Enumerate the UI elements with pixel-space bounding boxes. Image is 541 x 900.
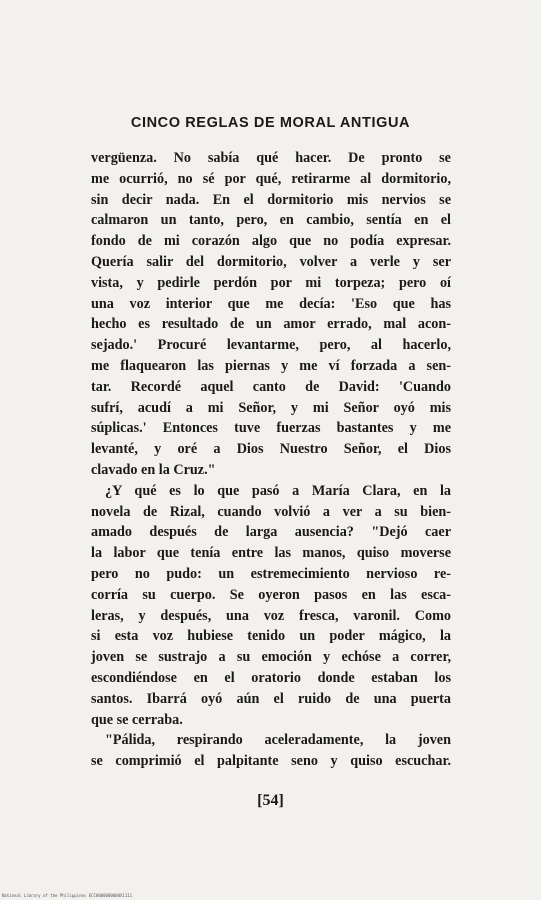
text-line: la labor que tenía entre las manos, quiso moverse (91, 545, 451, 562)
text-line: ¿Y qué es lo que pasó a María Clara, en la (105, 482, 451, 499)
text-line: corría su cuerpo. Se oyeron pasos en las esca- (91, 586, 451, 603)
text-line: levanté, y oré a Dios Nuestro Señor, el Dios (91, 441, 451, 458)
text-line: vista, y pedirle perdón por mi torpeza; pero oí (91, 274, 451, 291)
text-line: vergüenza. No sabía qué hacer. De pronto se (91, 150, 451, 166)
text-line: leras, y después, una voz fresca, varonil. Como (91, 607, 451, 624)
text-line: Quería salir del dormitorio, volver a verle y ser (91, 253, 451, 270)
text-line: pero no pudo: un estremecimiento nervioso re- (91, 565, 451, 582)
text-line: una voz interior que me decía: 'Eso que has (91, 295, 451, 312)
text-line: clavado en la Cruz." (91, 461, 216, 478)
text-line: súplicas.' Entonces tuve fuerzas bastantes y me (91, 420, 451, 437)
text-line: hecho es resultado de un amor errado, mal acon- (91, 316, 451, 333)
text-line: sufrí, acudí a mi Señor, y mi Señor oyó mis (91, 399, 451, 416)
text-line: amado después de larga ausencia? "Dejó caer (91, 524, 451, 541)
text-line: "Pálida, respirando aceleradamente, la joven (105, 732, 451, 749)
text-line: escondiéndose en el oratorio donde estaban los (91, 669, 451, 686)
text-line: joven se sustrajo a su emoción y echóse a correr, (91, 649, 451, 666)
text-line: santos. Ibarrá oyó aún el ruido de una puerta (91, 690, 451, 707)
text-line: calmaron un tanto, pero, en cambio, sentía en el (91, 212, 451, 229)
text-line: me ocurrió, no sé por qué, retirarme al dormitorio, (91, 170, 451, 187)
footer-stamp: National Library of the Philippines ECC0000000000X1111 (2, 893, 133, 898)
text-line: sin decir nada. En el dormitorio mis nervios se (91, 191, 451, 208)
text-line: novela de Rizal, cuando volvió a ver a su bien- (91, 503, 451, 520)
text-line: me flaquearon las piernas y me ví forzada a sen- (91, 357, 451, 374)
text-line: se comprimió el palpitante seno y quiso escuchar. (91, 753, 451, 770)
text-line: fondo de mi corazón algo que no podía expresar. (91, 233, 451, 250)
running-head: CINCO REGLAS DE MORAL ANTIGUA (130, 115, 411, 131)
text-line: sejado.' Procuré levantarme, pero, al hacerlo, (91, 337, 451, 354)
body-text (91, 148, 451, 772)
text-line: que se cerraba. (91, 711, 183, 728)
text-line: si esta voz hubiese tenido un poder mágico, la (91, 628, 451, 645)
page-number: [54] (257, 792, 284, 809)
text-line: tar. Recordé aquel canto de David: 'Cuando (91, 378, 451, 395)
